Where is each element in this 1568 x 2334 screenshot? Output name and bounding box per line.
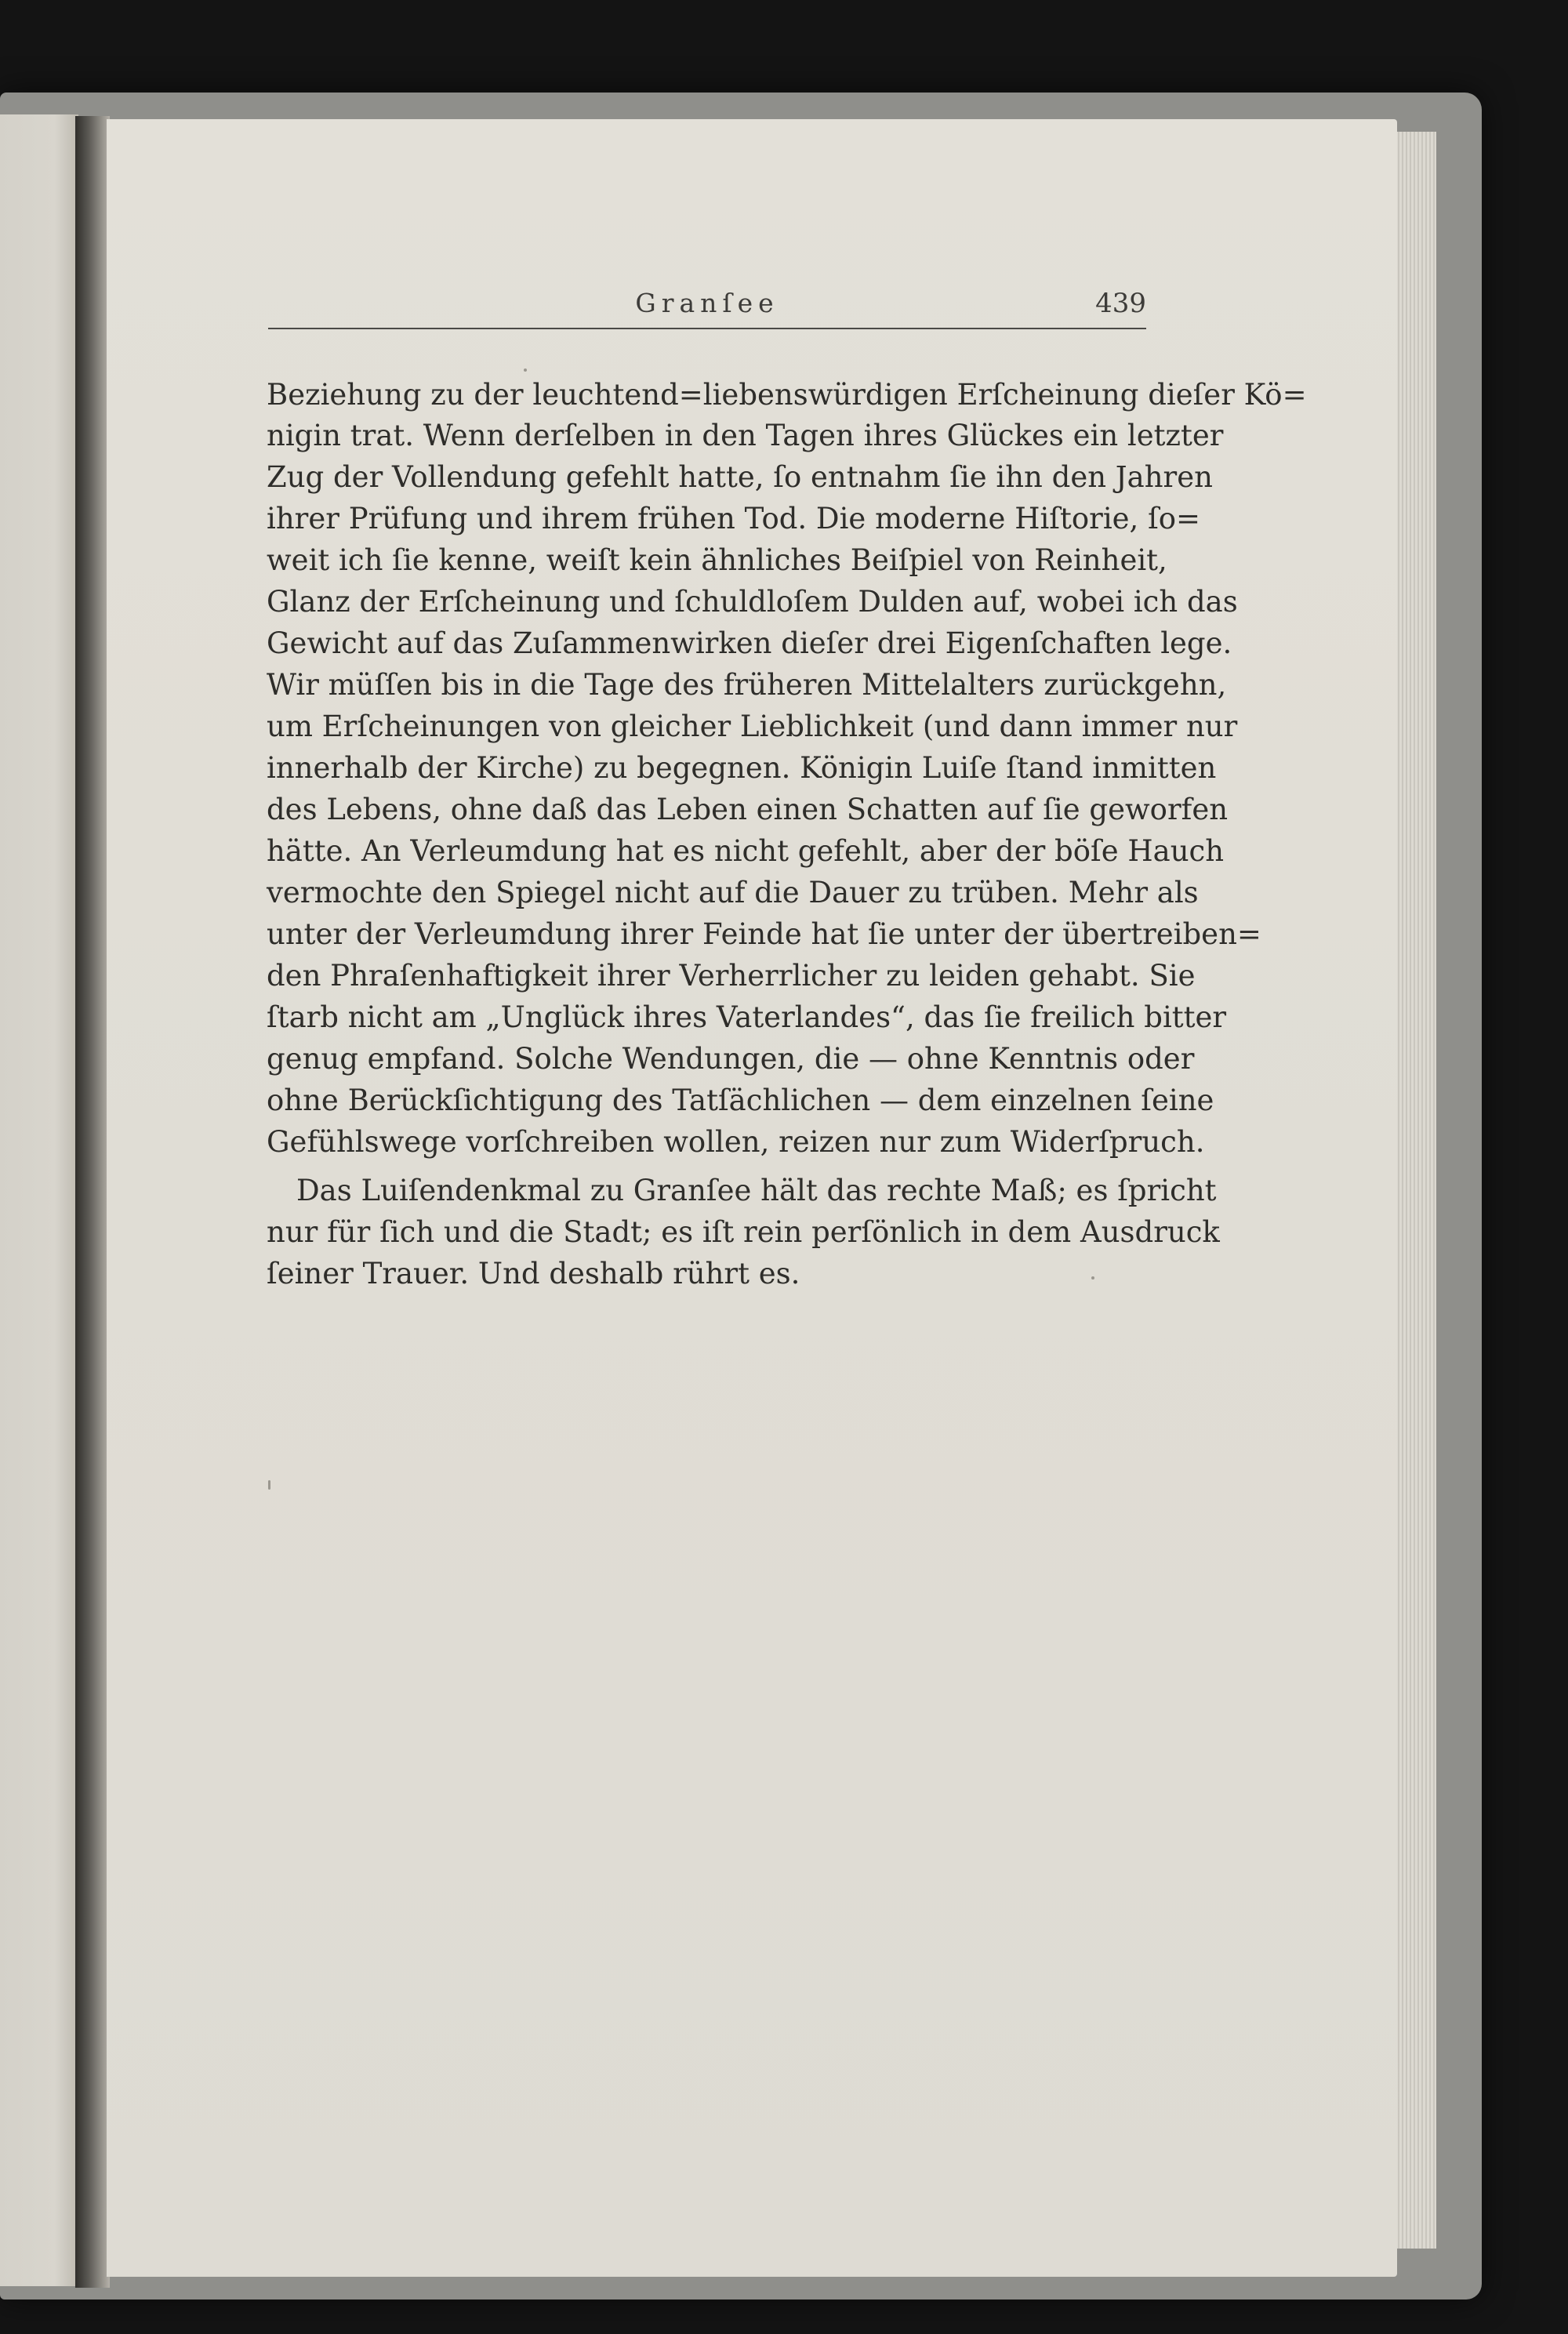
text-line: ihrer Prüfung und ihrem frühen Tod. Die moderne Hiſtorie, ſo= xyxy=(267,502,1201,535)
text-line: Glanz der Erſcheinung und ſchuldloſem Dulden auf, wobei ich das xyxy=(267,585,1238,619)
text-line: ſtarb nicht am „Unglück ihres Vaterlandes“, das ſie freilich bitter xyxy=(267,1000,1227,1034)
text-line: um Erſcheinungen von gleicher Lieblichkeit (und dann immer nur xyxy=(267,710,1238,743)
text-line: vermochte den Spiegel nicht auf die Dauer zu trüben. Mehr als xyxy=(267,876,1199,909)
text-line: weit ich ſie kenne, weiſt kein ähnliches Beiſpiel von Reinheit, xyxy=(267,543,1167,577)
text-line: Gefühlswege vorſchreiben wollen, reizen nur zum Widerſpruch. xyxy=(267,1125,1205,1159)
text-line: Wir müſſen bis in die Tage des früheren Mittelalters zurückgehn, xyxy=(267,668,1227,702)
left-page-edge xyxy=(0,114,78,2286)
text-line: den Phraſenhaftigkeit ihrer Verherrlicher zu leiden gehabt. Sie xyxy=(267,959,1196,993)
text-line: innerhalb der Kirche) zu begegnen. Königin Luiſe ſtand inmitten xyxy=(267,751,1217,785)
text-line: ſeiner Trauer. Und deshalb rührt es. xyxy=(267,1257,800,1290)
paper-speck xyxy=(524,368,527,372)
text-line: nur für ſich und die Stadt; es iſt rein perſönlich in dem Ausdruck xyxy=(267,1215,1220,1249)
text-line: des Lebens, ohne daß das Leben einen Schatten auf ſie geworfen xyxy=(267,793,1229,826)
text-line: Zug der Vollendung gefehlt hatte, ſo entnahm ſie ihn den Jahren xyxy=(267,460,1213,494)
text-line: Das Luiſendenkmal zu Granſee hält das rechte Maß; es ſpricht xyxy=(296,1174,1217,1207)
paper-speck xyxy=(268,1480,270,1490)
paper-speck xyxy=(1091,1276,1094,1280)
header-rule xyxy=(268,328,1146,329)
text-line: genug empfand. Solche Wendungen, die — ohne Kenntnis oder xyxy=(267,1042,1195,1076)
running-title: Granſee xyxy=(635,288,779,318)
text-line: Gewicht auf das Zuſammenwirken dieſer drei Eigenſchaften lege. xyxy=(267,626,1232,660)
text-line: nigin trat. Wenn derſelben in den Tagen ihres Glückes ein letzter xyxy=(267,419,1224,452)
page-number: 439 xyxy=(1095,288,1146,319)
text-line: Beziehung zu der leuchtend=liebenswürdigen Erſcheinung dieſer Kö= xyxy=(267,378,1307,412)
book-gutter xyxy=(75,116,110,2288)
text-line: hätte. An Verleumdung hat es nicht gefehlt, aber der böſe Hauch xyxy=(267,834,1225,868)
text-line: ohne Berückſichtigung des Tatſächlichen — dem einzelnen ſeine xyxy=(267,1084,1214,1117)
running-header xyxy=(268,288,1146,329)
text-line: unter der Verleumdung ihrer Feinde hat ſie unter der übertreiben= xyxy=(267,917,1261,951)
